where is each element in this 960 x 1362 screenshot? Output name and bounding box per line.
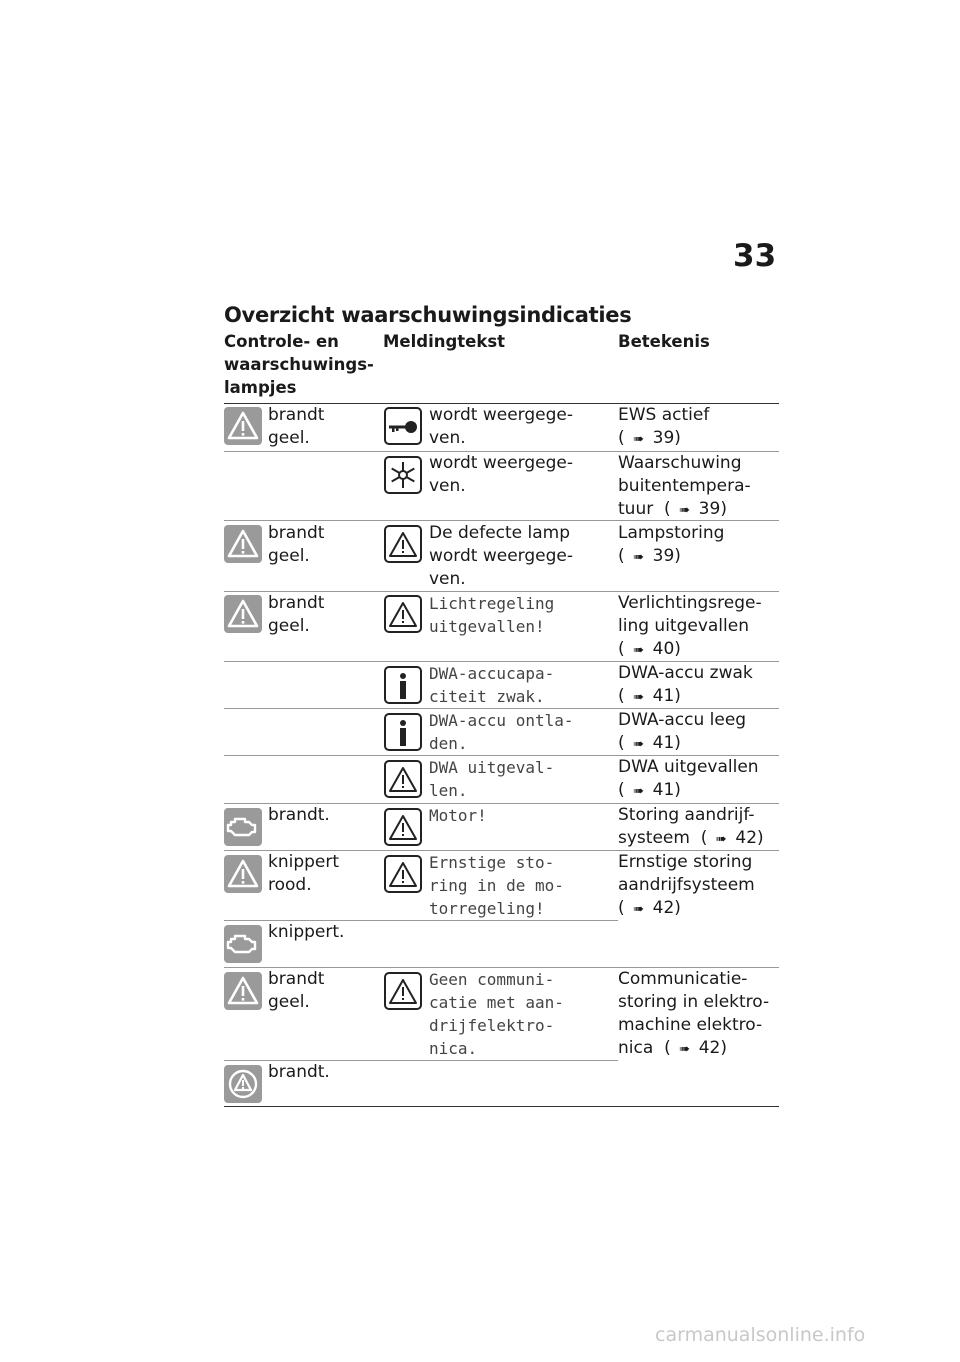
warning-triangle-icon [224, 525, 262, 563]
page-reference[interactable]: 42 [652, 898, 675, 918]
table-bottom-rule [224, 1106, 779, 1107]
page-reference[interactable]: 39 [698, 499, 721, 519]
page-reference[interactable]: 39 [652, 546, 675, 566]
header-message: Meldingtekst [383, 332, 506, 351]
warning-triangle-icon [384, 855, 422, 893]
meaning-text: Verlichtingsrege- ling uitgevallen ( ➠ 40) [618, 592, 762, 662]
meaning-text: DWA-accu leeg ( ➠ 41) [618, 709, 746, 756]
page-reference[interactable]: 42 [698, 1038, 721, 1058]
meaning-text: DWA uitgevallen ( ➠ 41) [618, 756, 759, 803]
lamp-state: knippert rood. [268, 852, 340, 895]
message-text: Ernstige sto- ring in de mo- torregeling! [429, 853, 564, 918]
key-icon [384, 407, 422, 445]
info-icon [384, 666, 422, 704]
warning-triangle-icon [384, 972, 422, 1010]
lamp-state: brandt geel. [268, 593, 325, 636]
message-text: Motor! [429, 806, 487, 825]
meaning-text: EWS actief ( ➠ 39) [618, 404, 709, 451]
page-reference[interactable]: 41 [652, 733, 675, 753]
watermark: carmanualsonline.info [655, 1324, 866, 1346]
arrow-right-icon: ➠ [679, 1042, 691, 1057]
warning-triangle-icon [224, 972, 262, 1010]
meaning-text: DWA-accu zwak ( ➠ 41) [618, 662, 753, 709]
message-text: wordt weergege- ven. [429, 405, 574, 448]
page-reference[interactable]: 40 [652, 639, 675, 659]
lamp-state: brandt geel. [268, 523, 325, 566]
page-reference[interactable]: 42 [735, 828, 758, 848]
meaning-text: Waarschuwing buitentempera- tuur ( ➠ 39) [618, 452, 751, 522]
header-lamps: Controle- en waarschuwings- lampjes [224, 332, 374, 397]
meaning-text: Ernstige storing aandrijfsysteem ( ➠ 42) [618, 851, 755, 921]
arrow-right-icon: ➠ [633, 690, 645, 705]
page-number: 33 [733, 238, 777, 274]
section-title: Overzicht waarschuwingsindicaties [224, 303, 632, 327]
arrow-right-icon: ➠ [633, 432, 645, 447]
warning-triangle-icon [224, 407, 262, 445]
message-text: wordt weergege- ven. [429, 453, 574, 496]
message-text: Geen communi- catie met aan- drijfelektro- nica. [429, 970, 564, 1058]
arrow-right-icon: ➠ [633, 902, 645, 917]
message-text: Lichtregeling uitgevallen! [429, 594, 555, 636]
arrow-right-icon: ➠ [633, 550, 645, 565]
message-text: DWA uitgeval- len. [429, 758, 555, 800]
page-reference[interactable]: 41 [652, 686, 675, 706]
arrow-right-icon: ➠ [633, 737, 645, 752]
page-reference[interactable]: 39 [652, 428, 675, 448]
engine-check-icon [224, 925, 262, 963]
info-icon [384, 713, 422, 751]
warning-triangle-icon [224, 855, 262, 893]
arrow-right-icon: ➠ [715, 832, 727, 847]
lamp-state: knippert. [268, 922, 345, 942]
arrow-right-icon: ➠ [633, 784, 645, 799]
warning-triangle-icon [384, 595, 422, 633]
snowflake-icon [384, 456, 422, 494]
message-text: De defecte lamp wordt weergege- ven. [429, 523, 574, 589]
engine-check-icon [224, 808, 262, 846]
arrow-right-icon: ➠ [679, 503, 691, 518]
warning-triangle-icon [384, 808, 422, 846]
warning-triangle-icon [224, 595, 262, 633]
lamp-state: brandt. [268, 805, 330, 825]
warning-triangle-icon [384, 760, 422, 798]
header-meaning: Betekenis [618, 332, 710, 351]
page-reference[interactable]: 41 [652, 780, 675, 800]
meaning-text: Lampstoring ( ➠ 39) [618, 522, 724, 569]
lamp-state: brandt geel. [268, 969, 325, 1012]
lamp-state: brandt. [268, 1062, 330, 1082]
meaning-text: Communicatie- storing in elektro- machine elektro- nica ( ➠ 42) [618, 968, 769, 1061]
arrow-right-icon: ➠ [633, 643, 645, 658]
meaning-text: Storing aandrijf- systeem ( ➠ 42) [618, 804, 764, 851]
lamp-state: brandt geel. [268, 405, 325, 448]
message-text: DWA-accu ontla- den. [429, 711, 574, 753]
warning-triangle-icon [384, 525, 422, 563]
message-text: DWA-accucapa- citeit zwak. [429, 664, 555, 706]
circle-warning-icon [224, 1065, 262, 1103]
